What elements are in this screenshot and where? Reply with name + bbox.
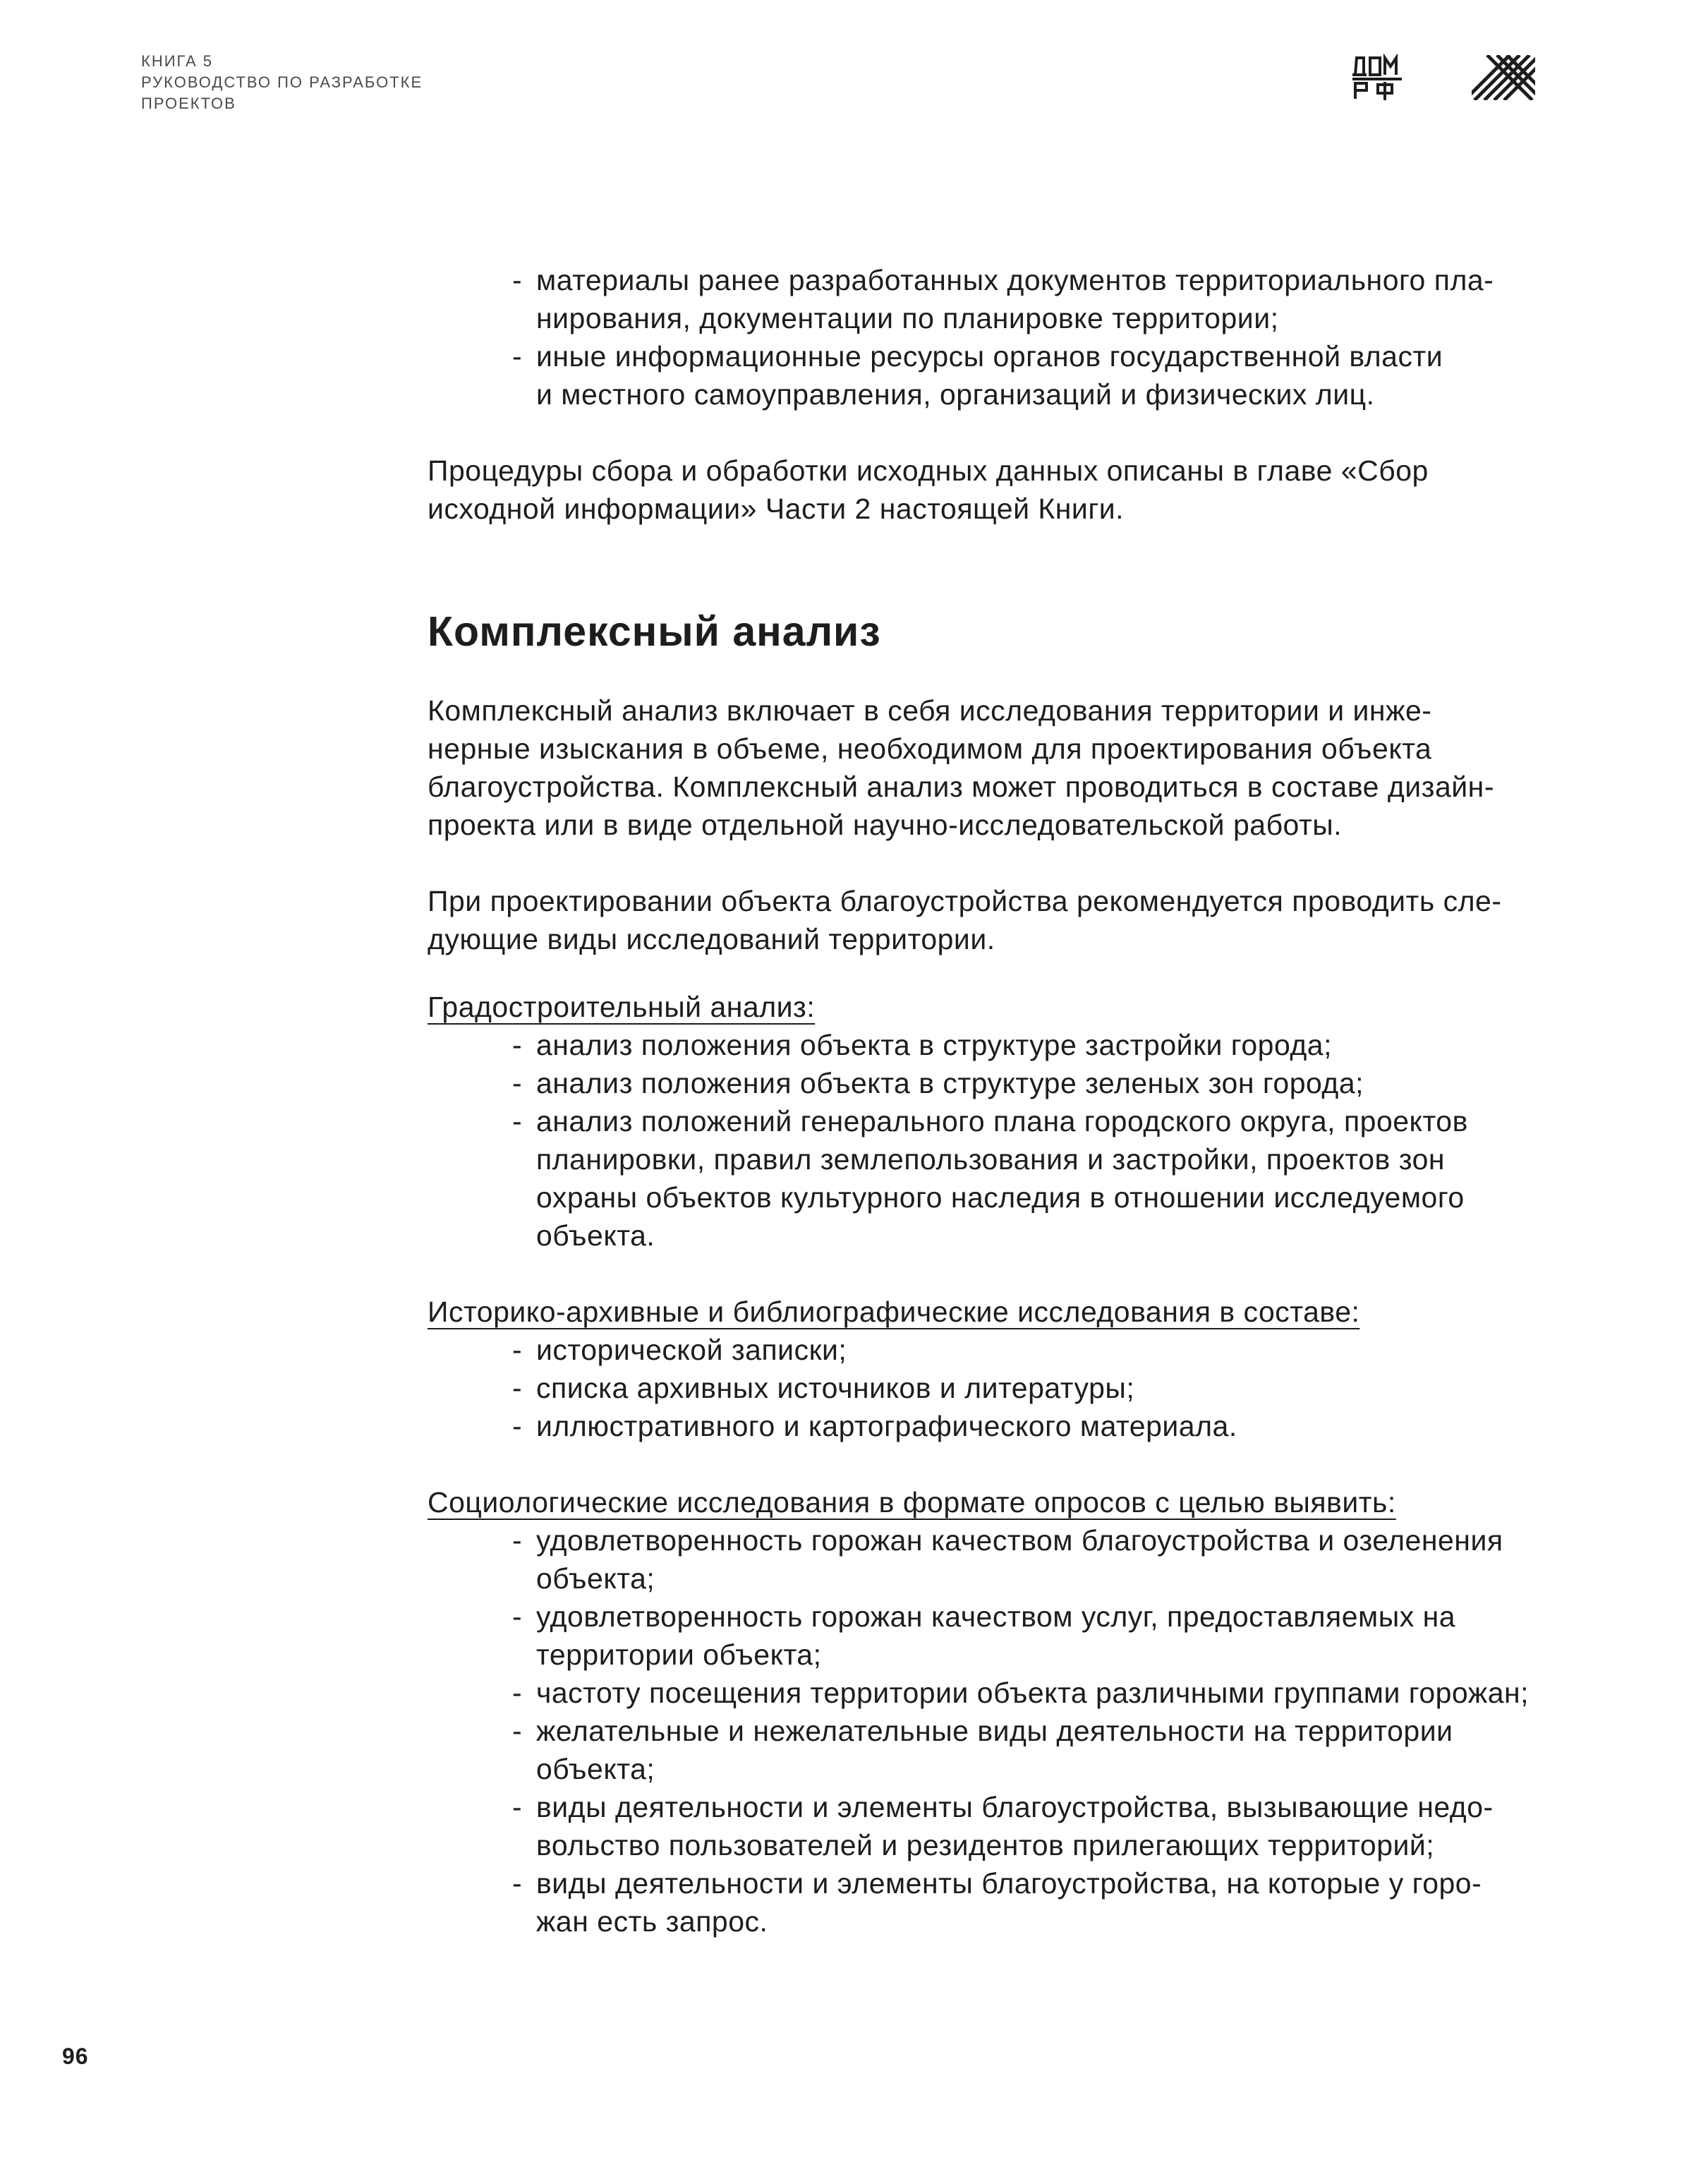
section-heading: Комплексный анализ <box>428 608 881 655</box>
page-content <box>428 261 1549 1940</box>
list-item: - анализ положений генерального плана городского округа, проектов планировки, правил землепользования и застройки, проектов зон охраны объектов культурного наследия в отношении исследуемого объекта. <box>512 1102 1549 1255</box>
page-number: 96 <box>62 2044 89 2069</box>
book-header-line-1: КНИГА 5 <box>141 52 213 70</box>
list-item: - материалы ранее разработанных документов территориального пла- нирования, документации по планировке территории; <box>512 261 1549 337</box>
list-item: - исторической записки; <box>512 1331 1549 1369</box>
group-title-sociological-research: Социологические исследования в формате опросов с целью выявить: <box>428 1486 1396 1519</box>
group-title-urban-analysis: Градостроительный анализ: <box>428 991 816 1023</box>
group-title-historical-research: Историко-архивные и библиографические исследования в составе: <box>428 1296 1360 1328</box>
book-header-line-3: ПРОЕКТОВ <box>141 95 236 112</box>
sociological-research-list <box>428 1521 1549 1940</box>
list-item: - удовлетворенность горожан качеством услуг, предоставляемых на территории объекта; <box>512 1598 1549 1674</box>
intro-list <box>428 261 1549 414</box>
list-item: - иные информационные ресурсы органов государственной власти и местного самоуправления, организаций и физических лиц. <box>512 337 1549 414</box>
research-types-paragraph: При проектировании объекта благоустройства рекомендуется проводить сле- дующие виды исследований территории. <box>428 885 1502 955</box>
list-item: - списка архивных источников и литературы; <box>512 1369 1549 1407</box>
list-item: - удовлетворенность горожан качеством благоустройства и озеленения объекта; <box>512 1521 1549 1598</box>
urban-analysis-list <box>428 1026 1549 1255</box>
list-item: - виды деятельности и элементы благоустройства, на которые у горо- жан есть запрос. <box>512 1864 1549 1940</box>
procedures-paragraph: Процедуры сбора и обработки исходных данных описаны в главе «Сбор исходной информации» Части 2 настоящей Книги. <box>428 454 1429 525</box>
domrf-logo-icon <box>1351 54 1403 102</box>
historical-research-list <box>428 1331 1549 1445</box>
book-header-line-2: РУКОВОДСТВО ПО РАЗРАБОТКЕ <box>141 73 423 91</box>
lattice-pattern-icon <box>1472 55 1535 100</box>
intro-paragraph: Комплексный анализ включает в себя исследования территории и инже- нерные изыскания в объеме, необходимом для проектирования объекта благоустройства. Комплексный анализ может проводиться в составе дизайн- проекта или в виде отдельной научно-исследовательской работы. <box>428 694 1494 841</box>
book-header <box>141 51 423 114</box>
list-item: - анализ положения объекта в структуре зеленых зон города; <box>512 1064 1549 1102</box>
list-item: - частоту посещения территории объекта различными группами горожан; <box>512 1674 1549 1712</box>
list-item: - виды деятельности и элементы благоустройства, вызывающие недо- вольство пользователей и резидентов прилегающих территорий; <box>512 1788 1549 1864</box>
list-item: - иллюстративного и картографического материала. <box>512 1407 1549 1445</box>
list-item: - желательные и нежелательные виды деятельности на территории объекта; <box>512 1712 1549 1788</box>
list-item: - анализ положения объекта в структуре застройки города; <box>512 1026 1549 1064</box>
